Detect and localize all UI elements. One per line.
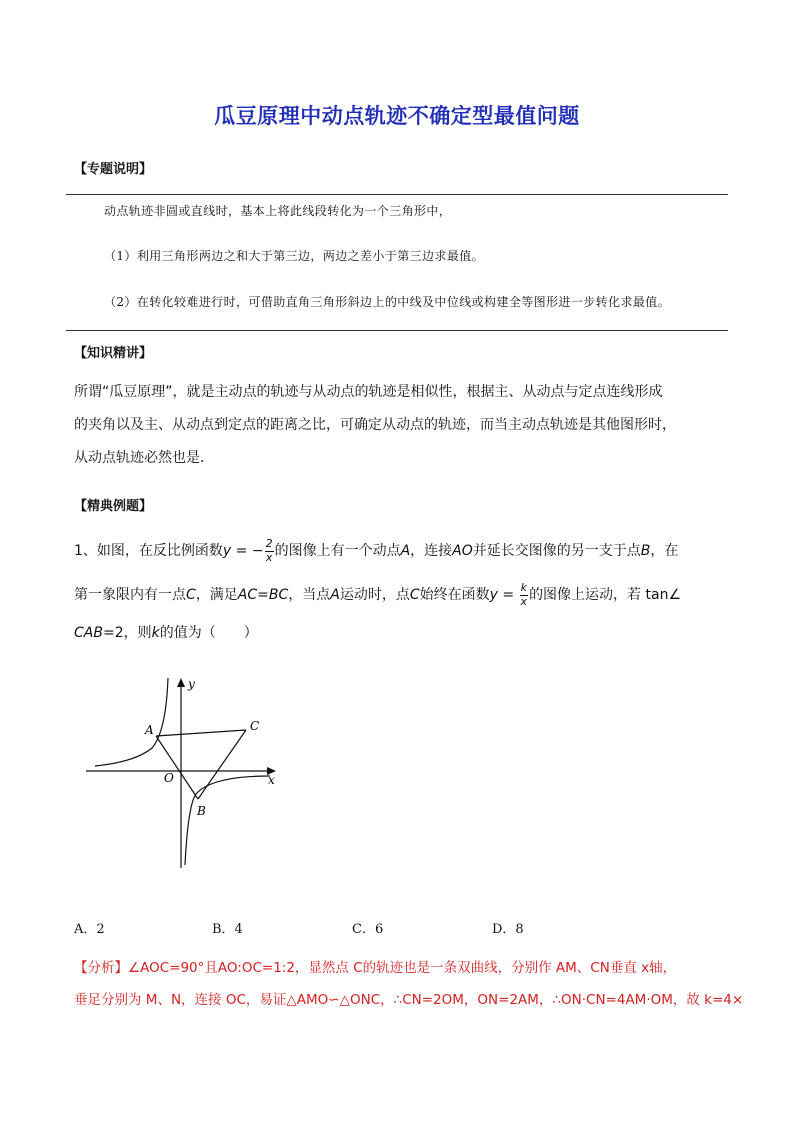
hyperbola-branch-lower-right (185, 776, 270, 865)
section-heading-topic: 【专题说明】 (74, 162, 153, 177)
analysis-line-2: 垂足分别为 M、N，连接 OC，易证△AMO∽△ONC，∴CN=2OM，ON=2AM，∴ON·CN=4AM·OM，故 k=4× (74, 992, 744, 1008)
knowledge-line-2: 的夹角以及主、从动点到定点的距离之比，可确定从动点的轨迹，而当主动点轨迹是其他图形时， (74, 417, 676, 433)
question-line-1: 1、如图，在反比例函数y = − $\frac{2}{x}$ 的图像上有一个动点A，连接AO并延长交图像的另一支于点B，在 (74, 537, 679, 564)
label-O: O (164, 771, 174, 785)
label-B: B (197, 804, 206, 818)
option-d[interactable]: D．8 (492, 922, 524, 937)
knowledge-line-1: 所谓“瓜豆原理”，就是主动点的轨迹与从动点的轨迹是相似性，根据主、从动点与定点连线形成 (74, 384, 663, 400)
hyperbola-figure (80, 670, 290, 870)
label-x: x (268, 773, 275, 787)
option-a[interactable]: A．2 (74, 922, 105, 937)
option-b[interactable]: B．4 (212, 922, 243, 937)
hyperbola-branch-upper-left (95, 678, 168, 766)
top-divider (66, 194, 728, 195)
label-y: y (188, 677, 195, 691)
question-line-2: 第一象限内有一点C，满足AC=BC，当点A运动时，点C始终在函数y = $\frac{k}{x}$ 的图像上运动，若 tan∠ (74, 581, 682, 608)
fraction-k-over-x: $\frac{k}{x}$ (520, 581, 528, 608)
label-A: A (145, 723, 154, 737)
label-C: C (250, 719, 260, 733)
knowledge-line-3: 从动点轨迹必然也是． (74, 450, 214, 466)
bottom-divider (66, 330, 728, 331)
segment-BC (198, 730, 246, 799)
section-heading-examples: 【精典例题】 (74, 499, 153, 514)
fraction-neg-2-over-x: $\frac{2}{x}$ (265, 537, 273, 564)
segment-AC (156, 730, 246, 736)
topic-line-1: 动点轨迹非圆或直线时，基本上将此线段转化为一个三角形中， (104, 204, 452, 218)
section-heading-knowledge: 【知识精讲】 (74, 346, 153, 361)
question-line-3: CAB=2，则k的值为（ ） (74, 625, 258, 641)
option-c[interactable]: C．6 (352, 922, 384, 937)
analysis-line-1: 【分析】∠AOC=90°且AO:OC=1:2，显然点 C的轨迹也是一条双曲线，分别作 AM、CN垂直 x轴， (74, 960, 677, 976)
topic-line-3: （2）在转化较难进行时，可借助直角三角形斜边上的中线及中位线或构建全等图形进一步转化求最值。 (104, 295, 671, 309)
topic-line-2: （1）利用三角形两边之和大于第三边，两边之差小于第三边求最值。 (104, 249, 485, 263)
y-axis-arrow (177, 678, 185, 687)
segment-AB (156, 736, 198, 799)
page-title: 瓜豆原理中动点轨迹不确定型最值问题 (214, 104, 580, 128)
